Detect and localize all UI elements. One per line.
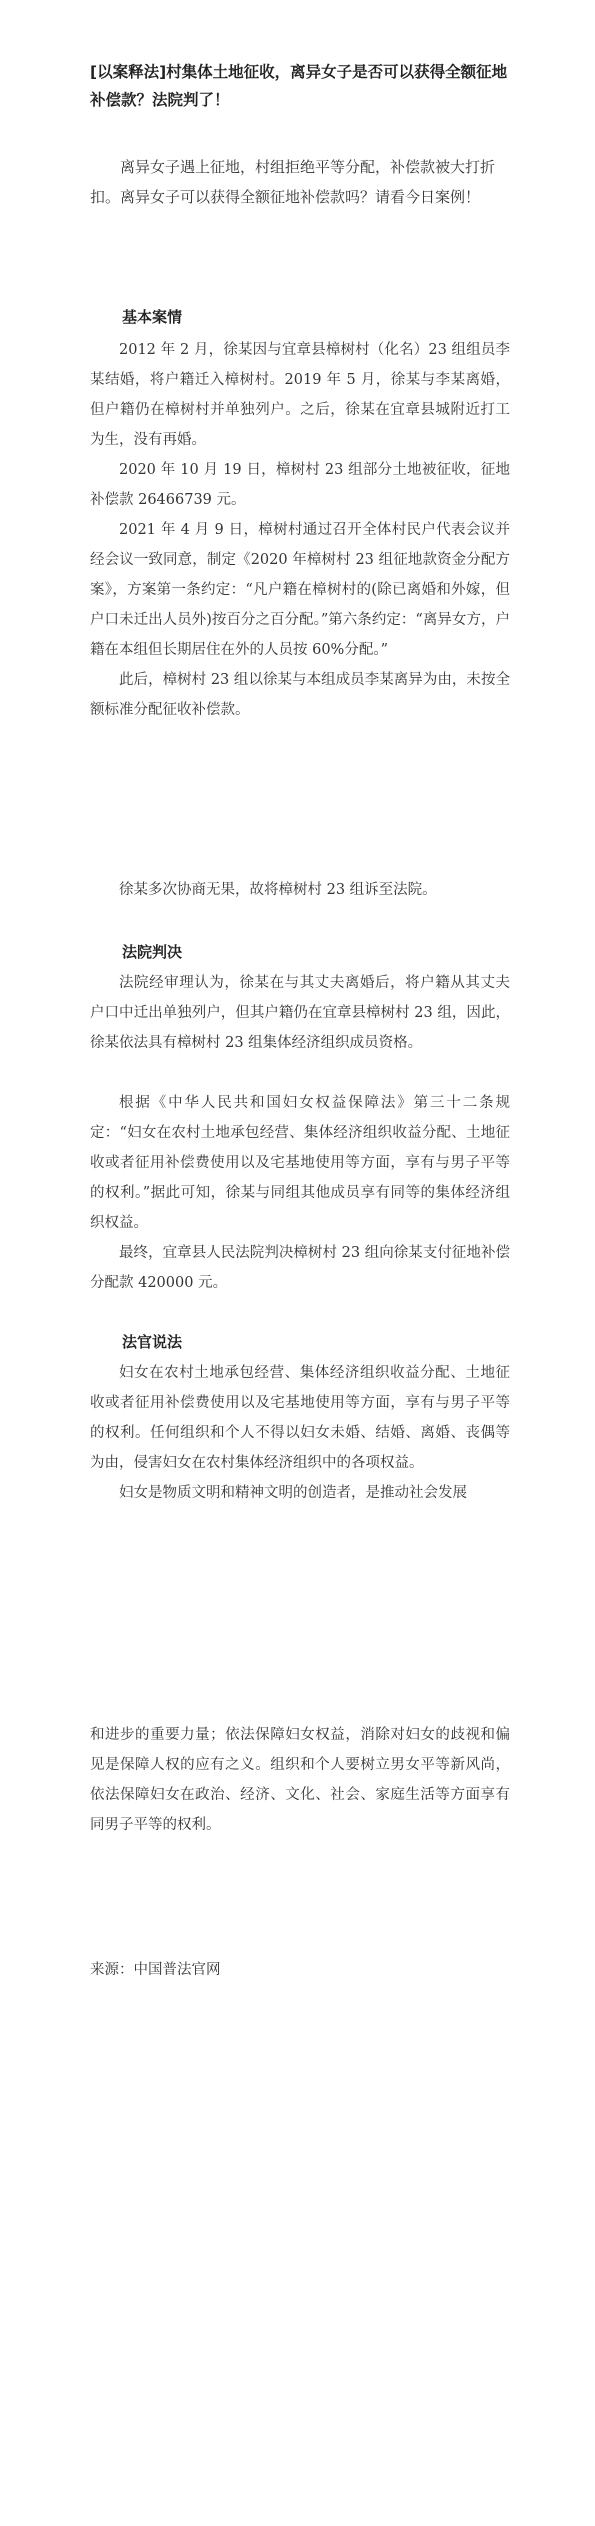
- facts-paragraph-4: 此后，樟树村 23 组以徐某与本组成员李某离异为由，未按全额标准分配征收补偿款。: [90, 672, 510, 718]
- judgment-paragraph-2: 根据《中华人民共和国妇女权益保障法》第三十二条规定：“妇女在农村土地承包经营、集体经济组织收益分配、土地征收或者征用补偿费使用以及宅基地使用等方面，享有与男子平等的权利。”据此可知，徐某与同组其他成员享有同等的集体经济组织权益。: [90, 1095, 510, 1231]
- facts-paragraph-2: 2020 年 10 月 19 日，樟树村 23 组部分土地被征收，征地补偿款 26466739 元。: [90, 462, 510, 508]
- heading-judge-says: 法官说法: [122, 1333, 183, 1351]
- facts-paragraph-1: 2012 年 2 月，徐某因与宜章县樟树村（化名）23 组组员李某结婚，将户籍迁入樟树村。2019 年 5 月，徐某与李某离婚，但户籍仍在樟树村并单独列户。之后，徐某在宜章县城附近打工为生，没有再婚。: [90, 342, 510, 448]
- article-title: [以案释法]村集体土地征收，离异女子是否可以获得全额征地补偿款？法院判了！: [90, 63, 508, 109]
- judge-paragraph-2-start: 妇女是物质文明和精神文明的创造者，是推动社会发展: [119, 1485, 467, 1501]
- facts-paragraph-5: 徐某多次协商无果，故将樟树村 23 组诉至法院。: [119, 882, 437, 898]
- judge-paragraph-2-end: 和进步的重要力量；依法保障妇女权益，消除对妇女的歧视和偏见是保障人权的应有之义。组织和个人要树立男女平等新风尚，依法保障妇女在政治、经济、文化、社会、家庭生活等方面享有同男子平等的权利。: [90, 1727, 510, 1833]
- judgment-paragraph-3: 最终，宜章县人民法院判决樟树村 23 组向徐某支付征地补偿分配款 420000 元。: [90, 1245, 510, 1291]
- source-line: 来源：中国普法官网: [90, 1962, 221, 1978]
- heading-basic-facts: 基本案情: [122, 308, 183, 326]
- intro-paragraph: 离异女子遇上征地，村组拒绝平等分配，补偿款被大打折扣。离异女子可以获得全额征地补偿款吗？请看今日案例！: [90, 158, 496, 206]
- judge-paragraph-1: 妇女在农村土地承包经营、集体经济组织收益分配、土地征收或者征用补偿费使用以及宅基地使用等方面，享有与男子平等的权利。任何组织和个人不得以妇女未婚、结婚、离婚、丧偶等为由，侵害妇女在农村集体经济组织中的各项权益。: [90, 1365, 510, 1471]
- judgment-paragraph-1: 法院经审理认为，徐某在与其丈夫离婚后，将户籍从其丈夫户口中迁出单独列户，但其户籍仍在宜章县樟树村 23 组，因此，徐某依法具有樟树村 23 组集体经济组织成员资格。: [90, 975, 510, 1051]
- facts-paragraph-3: 2021 年 4 月 9 日，樟树村通过召开全体村民户代表会议并经会议一致同意，制定《2020 年樟树村 23 组征地款资金分配方案》，方案第一条约定：“凡户籍在樟树村的(除已离婚和外嫁，但户口未迁出人员外)按百分之百分配。”第六条约定：“离异女方，户籍在本组但长期居住在外的人员按 60%分配。”: [90, 522, 510, 658]
- heading-judgment: 法院判决: [122, 943, 183, 961]
